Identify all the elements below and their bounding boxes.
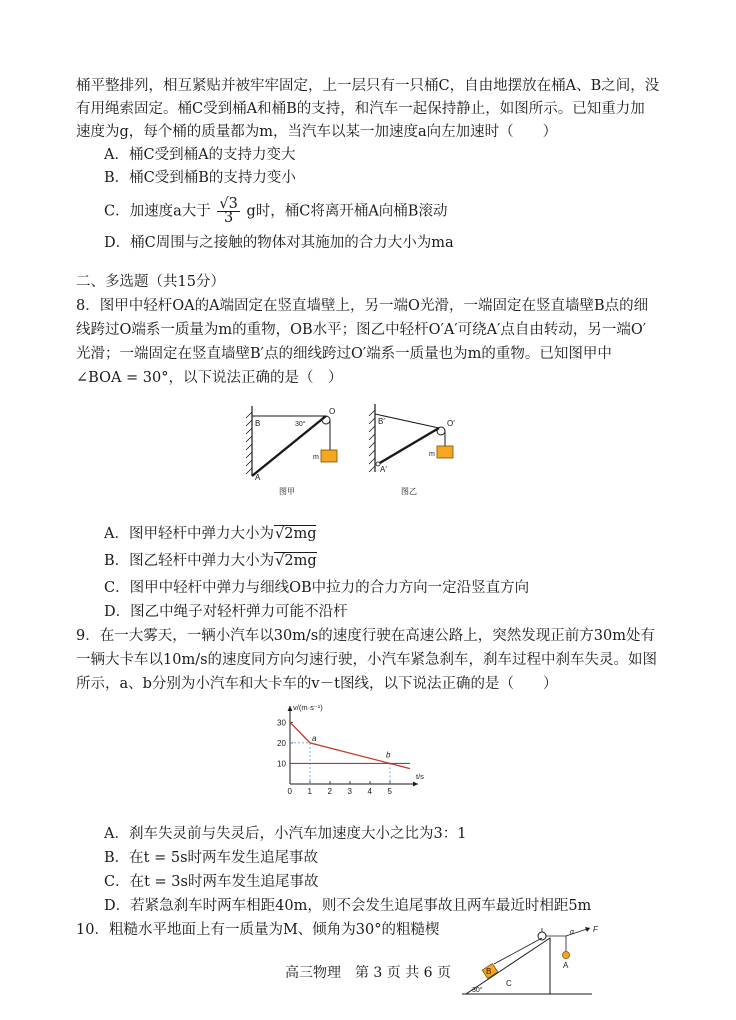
weight-right (437, 446, 453, 458)
label-o: O (329, 407, 336, 416)
y-axis-label: v/(m·s⁻¹) (293, 703, 323, 712)
chart-axes (288, 706, 419, 787)
figure-q10 (462, 924, 612, 998)
q7-option-c (104, 198, 447, 225)
q9-option-b: B．在t = 5s时两车发生追尾事故 (104, 850, 319, 866)
q9-option-a: A．刹车失灵前与失灵后，小汽车加速度大小之比为3：1 (104, 826, 467, 842)
label-c: C (506, 979, 512, 988)
q7-stem-line-2: 有用绳索固定。桶C受到桶A和桶B的支持，和汽车一起保持静止，如图所示。已知重力加 (76, 101, 645, 117)
q8-option-b-prefix: B．图乙轻杆中弹力大小为 (104, 553, 275, 569)
x-tick-label: 3 (347, 787, 352, 796)
q7-option-c-suffix: g时，桶C将离开桶A向桶B滚动 (246, 203, 448, 220)
series-b-label: b (386, 750, 391, 760)
q8-stem-line-4: ∠BOA = 30°，以下说法正确的是（ ） (76, 370, 343, 386)
vt-chart (268, 700, 428, 796)
x-axis-arrow (413, 782, 418, 787)
q7-stem-line-3: 速度为g，每个桶的质量都为m，当汽车以某一加速度a向左加速时（ ） (76, 124, 558, 140)
fraction-denominator: 3 (223, 210, 234, 226)
caption-right: 图乙 (401, 487, 417, 496)
section-heading: 二、多选题（共15分） (76, 274, 225, 290)
q9-stem-line-3: 所示，a、b分别为小汽车和大卡车的v－t图线，以下说法正确的是（ ） (76, 676, 558, 692)
q7-option-b: B．桶C受到桶B的支持力变小 (104, 170, 296, 186)
x-tick-label: 4 (367, 787, 372, 796)
q8-option-b (104, 551, 317, 571)
label-m: m (313, 454, 319, 461)
y-tick-label: 20 (277, 738, 286, 748)
q8-stem-line-3: 光滑；一端固定在竖直墙壁B′点的细线跨过O′端系一质量也为m的重物。已知图甲中 (76, 346, 612, 362)
fraction-numerator: √3 (219, 196, 238, 212)
q9-option-c: C．在t = 3s时两车发生追尾事故 (104, 874, 319, 890)
y-tick-label: 30 (277, 718, 286, 728)
series-a-line (290, 722, 410, 768)
pulley (538, 932, 546, 940)
label-alpha: α (570, 929, 574, 936)
label-m-prime: m (429, 451, 435, 458)
q8-option-b-value: √2mg (275, 553, 317, 569)
chart-labels (277, 703, 424, 796)
q8-option-a-value: √2mg (274, 526, 317, 542)
label-o-prime: O′ (447, 419, 455, 428)
label-b: B (255, 419, 261, 428)
q7-option-d: D．桶C周围与之接触的物体对其施加的合力大小为ma (104, 235, 454, 251)
label-a-prime: A′ (380, 465, 387, 474)
ball-a (563, 952, 570, 959)
q8-option-a (104, 524, 316, 544)
figure-right (369, 404, 455, 496)
q8-stem-line-1: 8．图甲中轻杆OA的A端固定在竖直墙壁上，另一端O光滑，一端固定在竖直墙壁B点的细 (76, 298, 649, 314)
page-footer: 高三物理 第 3 页 共 6 页 (284, 965, 452, 981)
q9-stem-line-1: 9．在一大雾天，一辆小汽车以30m/s的速度行驶在高速公路上，突然发现正前方30m处有 (76, 628, 655, 644)
q9-stem-line-2: 一辆大卡车以10m/s的速度同方向匀速行驶，小汽车紧急刹车，刹车过程中刹车失灵。如图 (76, 652, 658, 668)
y-tick-label: 10 (277, 759, 286, 769)
x-tick-label: 1 (307, 787, 312, 796)
q7-option-a: A．桶C受到桶A的支持力变大 (104, 147, 296, 163)
label-f: F (593, 925, 598, 934)
series-a-label: a (312, 733, 317, 743)
caption-left: 图甲 (279, 487, 295, 496)
fraction-sqrt3-over-3 (217, 198, 239, 225)
label-b-prime: B′ (378, 417, 385, 426)
label-angle: 30° (472, 987, 483, 994)
q8-stem-line-2: 线跨过O端系一质量为m的重物，OB水平；图乙中轻杆O′A′可绕A′点自由转动，另一端O′ (76, 322, 647, 338)
label-b: B (486, 967, 492, 976)
q8-option-c: C．图甲中轻杆中弹力与细线OB中拉力的合力方向一定沿竖直方向 (104, 580, 530, 596)
x-tick-label: 2 (327, 787, 332, 796)
q8-option-a-prefix: A．图甲轻杆中弹力大小为 (104, 526, 274, 542)
figure-left (246, 406, 337, 496)
label-angle: 30° (295, 421, 306, 428)
x-tick-label: 0 (287, 787, 292, 796)
weight-left (321, 450, 337, 462)
q8-option-d: D．图乙中绳子对轻杆弹力可能不沿杆 (104, 604, 348, 620)
label-a: A (255, 473, 261, 482)
chart-series (290, 722, 410, 768)
x-axis-label: t/s (416, 772, 424, 781)
x-tick-label: 5 (387, 787, 392, 796)
y-axis-arrow (288, 706, 293, 711)
q9-option-d: D．若紧急刹车时两车相距40m，则不会发生追尾事故且两车最近时相距5m (104, 898, 592, 914)
figure-q8 (235, 398, 475, 498)
label-a: A (563, 961, 569, 970)
q7-stem-line-1: 桶平整排列，相互紧贴并被牢牢固定，上一层只有一只桶C，自由地摆放在桶A、B之间，没 (76, 78, 660, 94)
q10-stem-line-1: 10．粗糙水平地面上有一质量为M、倾角为30°的粗糙楔 (76, 922, 440, 938)
q7-option-c-prefix: C．加速度a大于 (104, 203, 211, 220)
